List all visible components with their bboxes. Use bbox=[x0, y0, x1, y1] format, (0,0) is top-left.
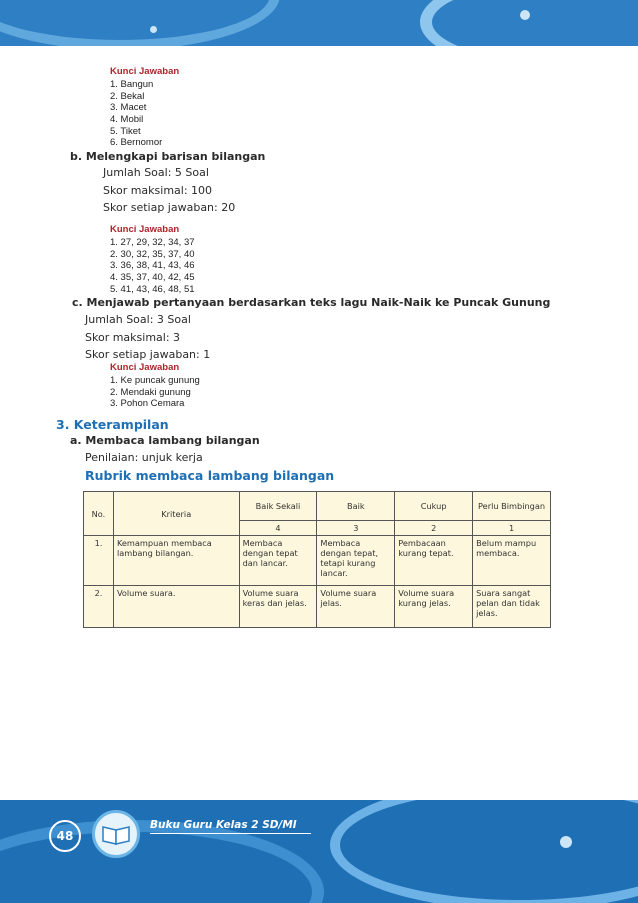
section-3-title: 3. Keterampilan bbox=[56, 417, 169, 432]
answer-item: 1. 27, 29, 32, 34, 37 bbox=[110, 237, 195, 248]
header-swirl bbox=[420, 0, 638, 46]
header-no: No. bbox=[84, 492, 114, 536]
header-swirl bbox=[0, 0, 280, 46]
table-header-row bbox=[84, 492, 551, 521]
book-icon bbox=[92, 810, 140, 858]
row-cell: Membaca dengan tepat, tetapi kurang lancar. bbox=[317, 536, 395, 586]
answer-item: 3. Macet bbox=[110, 102, 147, 114]
section-c-info bbox=[85, 311, 210, 364]
score-cell: 2 bbox=[395, 521, 473, 536]
score-cell: 4 bbox=[239, 521, 317, 536]
open-book-icon bbox=[95, 813, 137, 855]
score-cell: 3 bbox=[317, 521, 395, 536]
row-cell: Pembacaan kurang tepat. bbox=[395, 536, 473, 586]
section-b-title: b. Melengkapi barisan bilangan bbox=[70, 150, 266, 163]
row-kriteria: Kemampuan membaca lambang bilangan. bbox=[113, 536, 239, 586]
header-col: Baik bbox=[317, 492, 395, 521]
skor-each: Skor setiap jawaban: 20 bbox=[103, 201, 236, 214]
row-no: 2. bbox=[84, 586, 114, 628]
skor-max: Skor maksimal: 3 bbox=[85, 330, 181, 344]
row-no: 1. bbox=[84, 536, 114, 586]
footer-swirl bbox=[330, 800, 638, 903]
row-cell: Belum mampu membaca. bbox=[473, 536, 551, 586]
page-number: 48 bbox=[49, 820, 81, 852]
soal-count: Jumlah Soal: 3 Soal bbox=[85, 313, 191, 326]
table-row bbox=[84, 536, 551, 586]
answer-item: 3. Pohon Cemara bbox=[110, 398, 185, 410]
row-cell: Membaca dengan tepat dan lancar. bbox=[239, 536, 317, 586]
rubric-title: Rubrik membaca lambang bilangan bbox=[85, 468, 335, 483]
rubric-table bbox=[83, 491, 551, 628]
score-cell: 1 bbox=[473, 521, 551, 536]
answer-item: 5. 41, 43, 46, 48, 51 bbox=[110, 283, 195, 295]
row-cell: Volume suara kurang jelas. bbox=[395, 586, 473, 628]
answer-item: 1. Bangun bbox=[110, 79, 154, 90]
answer-item: 3. 36, 38, 41, 43, 46 bbox=[110, 260, 195, 272]
row-cell: Suara sangat pelan dan tidak jelas. bbox=[473, 586, 551, 628]
answer-item: 2. Mendaki gunung bbox=[110, 386, 191, 398]
row-kriteria: Volume suara. bbox=[113, 586, 239, 628]
answer-item: 2. Bekal bbox=[110, 90, 145, 102]
answer-item: 2. 30, 32, 35, 37, 40 bbox=[110, 248, 195, 260]
answer-item: 1. Ke puncak gunung bbox=[110, 375, 200, 386]
skor-max: Skor maksimal: 100 bbox=[103, 183, 213, 197]
header-col: Baik Sekali bbox=[239, 492, 317, 521]
section-3a-title: a. Membaca lambang bilangan bbox=[70, 434, 260, 447]
header-band bbox=[0, 0, 638, 46]
section-c-title: c. Menjawab pertanyaan berdasarkan teks lagu Naik-Naik ke Puncak Gunung bbox=[72, 296, 551, 309]
header-kriteria: Kriteria bbox=[113, 492, 239, 536]
header-col: Cukup bbox=[395, 492, 473, 521]
row-cell: Volume suara jelas. bbox=[317, 586, 395, 628]
footer-dot bbox=[560, 836, 572, 848]
answer-item: 4. 35, 37, 40, 42, 45 bbox=[110, 272, 195, 284]
answers-c-heading: Kunci Jawaban bbox=[110, 362, 180, 373]
header-col: Perlu Bimbingan bbox=[473, 492, 551, 521]
skor-each: Skor setiap jawaban: 1 bbox=[85, 348, 211, 361]
answer-item: 4. Mobil bbox=[110, 114, 144, 126]
section-b-info bbox=[103, 164, 235, 217]
row-cell: Volume suara keras dan jelas. bbox=[239, 586, 317, 628]
answers-b-heading: Kunci Jawaban bbox=[110, 224, 180, 235]
answers-a-list bbox=[110, 79, 162, 149]
book-title: Buku Guru Kelas 2 SD/MI bbox=[150, 819, 311, 834]
penilaian-text: Penilaian: unjuk kerja bbox=[85, 451, 203, 464]
answers-c-list bbox=[110, 375, 200, 410]
answers-b-list bbox=[110, 237, 195, 295]
soal-count: Jumlah Soal: 5 Soal bbox=[103, 166, 209, 179]
answers-a-heading: Kunci Jawaban bbox=[110, 66, 180, 77]
table-row bbox=[84, 586, 551, 628]
header-dot bbox=[150, 26, 157, 33]
header-dot bbox=[520, 10, 530, 20]
answer-item: 6. Bernomor bbox=[110, 137, 163, 149]
answer-item: 5. Tiket bbox=[110, 125, 141, 137]
